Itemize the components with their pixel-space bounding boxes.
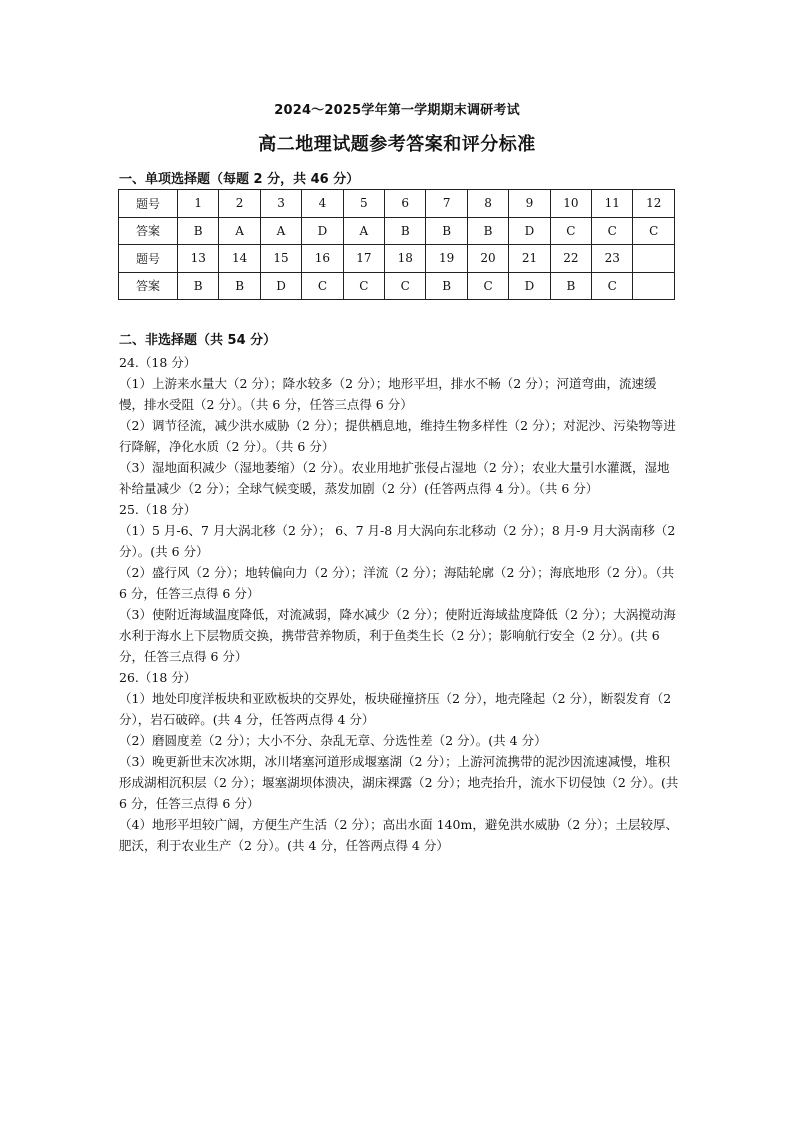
question-number: 4 [302,190,343,218]
row-label: 答案 [119,217,178,245]
answer-paragraph: （3）晚更新世末次冰期，冰川堵塞河道形成堰塞湖（2 分）；上游河流携带的泥沙因流速减慢，堆积形成湖相沉积层（2 分）；堰塞湖坝体溃决，湖床裸露（2 分）；地壳抬升，流水下切侵蚀（2 分）。(共 6 分，任答三点得 6 分） [119,754,679,811]
answer-cell: C [467,272,508,300]
question-heading: 24.（18 分） [119,355,197,370]
question-number: 23 [592,245,633,273]
question-number: 16 [302,245,343,273]
answer-cell: B [426,272,467,300]
question-number: 11 [592,190,633,218]
question-number: 5 [343,190,384,218]
section2-body [119,352,679,856]
answer-cell: A [343,217,384,245]
answer-cell: B [178,272,219,300]
answer-cell: C [385,272,426,300]
answer-cell: A [260,217,301,245]
row-label: 答案 [119,272,178,300]
answer-cell: D [509,217,550,245]
answer-paragraph: （2）调节径流，减少洪水威胁（2 分）；提供栖息地，维持生物多样性（2 分）；对泥沙、污染物等进行降解，净化水质（2 分）。（共 6 分） [119,418,676,454]
answer-paragraph: （1）地处印度洋板块和亚欧板块的交界处，板块碰撞挤压（2 分），地壳隆起（2 分），断裂发育（2 分），岩石破碎。(共 4 分，任答两点得 4 分） [119,691,672,727]
exam-title: 2024～2025学年第一学期期末调研考试 [274,103,520,118]
answer-cell: D [509,272,550,300]
answer-paragraph: （1）上游来水量大（2 分）；降水较多（2 分）；地形平坦，排水不畅（2 分）；河道弯曲，流速缓慢，排水受阻（2 分）。（共 6 分，任答三点得 6 分） [119,376,657,412]
answer-cell: B [426,217,467,245]
answer-cell: B [178,217,219,245]
answer-cell: D [260,272,301,300]
question-number: 6 [385,190,426,218]
question-number: 22 [550,245,591,273]
answer-table [118,189,675,300]
answer-cell [633,272,675,300]
answer-paragraph: （2）磨圆度差（2 分）；大小不分、杂乱无章、分选性差（2 分）。(共 4 分） [119,733,547,748]
row-label: 题号 [119,245,178,273]
section1-heading: 一、单项选择题（每题 2 分，共 46 分） [119,172,360,187]
answer-paragraph: （1）5 月-6、7 月大涡北移（2 分）； 6、7 月-8 月大涡向东北移动（2 分）；8 月-9 月大涡南移（2 分）。(共 6 分） [119,523,676,559]
table-row [119,217,675,245]
question-number: 8 [467,190,508,218]
answer-paragraph: （4）地形平坦较广阔，方便生产生活（2 分）；高出水面 140m，避免洪水威胁（2 分）；土层较厚、肥沃，利于农业生产（2 分）。(共 4 分，任答两点得 4 分） [119,817,678,853]
answer-cell: C [302,272,343,300]
question-heading: 26.（18 分） [119,670,197,685]
answer-cell: B [550,272,591,300]
question-number: 10 [550,190,591,218]
question-heading: 25.（18 分） [119,502,197,517]
answer-cell: C [550,217,591,245]
question-number: 9 [509,190,550,218]
document-title: 高二地理试题参考答案和评分标准 [258,134,536,155]
table-row [119,190,675,218]
question-number: 13 [178,245,219,273]
answer-cell: D [302,217,343,245]
question-number: 2 [219,190,260,218]
answer-cell: C [592,272,633,300]
question-number: 7 [426,190,467,218]
question-number [633,245,675,273]
question-number: 12 [633,190,675,218]
row-label: 题号 [119,190,178,218]
table-row [119,272,675,300]
answer-paragraph: （3）使附近海域温度降低，对流减弱，降水减少（2 分）；使附近海域盐度降低（2 分）；大涡搅动海水利于海水上下层物质交换，携带营养物质，利于鱼类生长（2 分）；影响航行安全（2 分）。(共 6 分，任答三点得 6 分） [119,607,676,664]
answer-cell: C [633,217,675,245]
answer-cell: B [467,217,508,245]
section2-heading: 二、非选择题（共 54 分） [119,333,277,348]
question-number: 18 [385,245,426,273]
question-number: 3 [260,190,301,218]
question-number: 19 [426,245,467,273]
table-row [119,245,675,273]
question-number: 15 [260,245,301,273]
answer-cell: C [343,272,384,300]
question-number: 21 [509,245,550,273]
answer-paragraph: （3）湿地面积减少（湿地萎缩）（2 分）。农业用地扩张侵占湿地（2 分）；农业大量引水灌溉，湿地补给量减少（2 分）；全球气候变暖，蒸发加剧（2 分）(任答两点得 4 分）。（共 6 分） [119,460,670,496]
answer-paragraph: （2）盛行风（2 分）；地转偏向力（2 分）；洋流（2 分）；海陆轮廓（2 分）；海底地形（2 分）。（共 6 分，任答三点得 6 分） [119,565,675,601]
question-number: 17 [343,245,384,273]
question-number: 1 [178,190,219,218]
answer-cell: B [385,217,426,245]
answer-cell: B [219,272,260,300]
answer-cell: A [219,217,260,245]
answer-cell: C [592,217,633,245]
question-number: 20 [467,245,508,273]
question-number: 14 [219,245,260,273]
